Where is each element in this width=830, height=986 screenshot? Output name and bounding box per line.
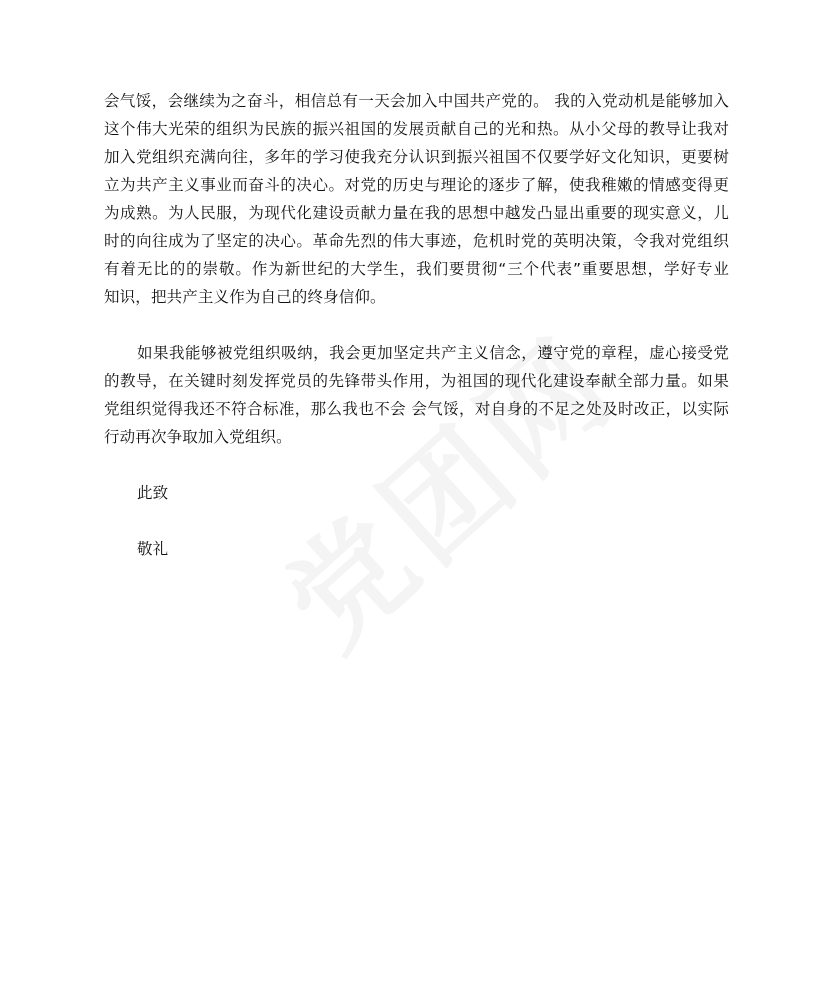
paragraph-line: 为成熟。为人民服，为现代化建设贡献力量在我的思想中越发凸显出重要的现实意义，儿 [104,204,729,222]
paragraph-line: 加入党组织充满向往，多年的学习使我充分认识到振兴祖国不仅要学好文化知识，更要树 [104,148,729,166]
closing-salutation: 此致 [137,484,169,502]
paragraph-line: 这个伟大光荣的组织为民族的振兴祖国的发展贡献自己的光和热。从小父母的教导让我对 [104,120,729,138]
paragraph-line: 行动再次争取加入党组织。 [104,428,292,446]
paragraph-line: 立为共产主义事业而奋斗的决心。对党的历史与理论的逐步了解，使我稚嫩的情感变得更 [104,176,729,194]
letter-body [104,87,729,563]
paragraph-line: 时的向往成为了坚定的决心。革命先烈的伟大事迹，危机时党的英明决策，令我对党组织 [104,232,729,250]
paragraph-line: 有着无比的的崇敬。作为新世纪的大学生，我们要贯彻“三个代表”重要思想，学好专业 [104,260,729,278]
paragraph-commitment [104,339,729,451]
paragraph-line: 如果我能够被党组织吸纳，我会更加坚定共产主义信念，遵守党的章程，虚心接受党 [137,344,729,362]
paragraph-line: 会气馁，会继续为之奋斗，相信总有一天会加入中国共产党的。 我的入党动机是能够加入 [104,92,729,110]
closing-regards: 敬礼 [137,540,169,558]
paragraph-line: 党组织觉得我还不符合标准，那么我也不会 会气馁，对自身的不足之处及时改正，以实际 [104,400,729,418]
paragraph-line: 的教导，在关键时刻发挥党员的先锋带头作用，为祖国的现代化建设奉献全部力量。如果 [104,372,729,390]
paragraph-motivation [104,87,729,311]
paragraph-line: 知识，把共产主义作为自己的终身信仰。 [104,288,386,306]
